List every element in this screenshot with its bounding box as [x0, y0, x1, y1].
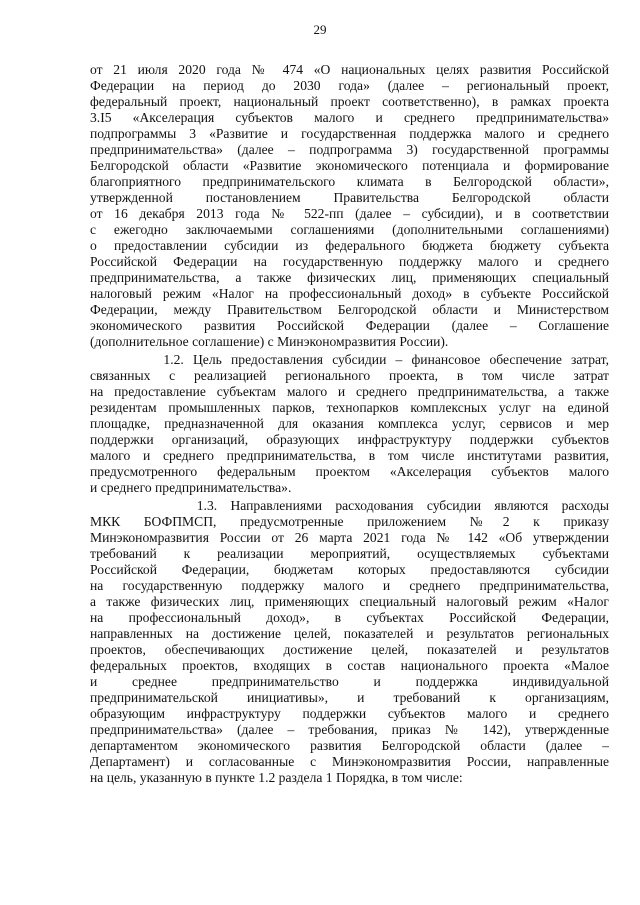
- text-line: предпринимательства, а также физических лиц, применяющих специальный: [90, 270, 609, 285]
- text-line: направленных на достижение целей, показателей и результатов региональных: [90, 626, 609, 641]
- text-line: поддержки организаций, образующих инфраструктуру поддержки субъектов: [90, 432, 609, 447]
- text-line: 1.2. Цель предоставления субсидии – финансовое обеспечение затрат,: [90, 352, 609, 367]
- text-line: предпринимательской инициативы», и требований к организациям,: [90, 690, 609, 705]
- text-line: на предоставление субъектам малого и среднего предпринимательства, а также: [90, 384, 609, 399]
- text-line: (дополнительное соглашение) с Минэкономразвития России).: [90, 334, 449, 349]
- text-line: Федерации на период до 2030 года» (далее – региональный проект,: [90, 78, 609, 93]
- text-line: с ежегодно заключаемыми соглашениями (дополнительными соглашениями): [90, 222, 609, 237]
- text-line: о предоставлении субсидии из федерального бюджета бюджету субъекта: [90, 238, 609, 253]
- text-line: Белгородской области «Развитие экономического потенциала и формирование: [90, 158, 609, 173]
- text-line: связанных с реализацией регионального проекта, в том числе затрат: [90, 368, 609, 383]
- text-line: федеральных проектов, входящих в состав национального проекта «Малое: [90, 658, 609, 673]
- text-line: предпринимательства» (далее – подпрограмма 3) государственной программы: [90, 142, 609, 157]
- text-line: и среднего предпринимательства».: [90, 480, 292, 495]
- text-line: Федерации, между Правительством Белгородской области и Министерством: [90, 302, 609, 317]
- text-line: площадке, предназначенной для оказания комплекса услуг, сервисов и мер: [90, 416, 609, 431]
- text-line: Департамент) и согласованные с Минэкономразвития России, направленные: [90, 754, 609, 769]
- text-line: департаментом экономического развития Белгородской области (далее –: [90, 738, 609, 753]
- text-line: на государственную поддержку малого и среднего предпринимательства,: [90, 578, 609, 593]
- text-line: предусмотренного федеральным проектом «Акселерация субъектов малого: [90, 464, 609, 479]
- text-line: а также физических лиц, применяющих специальный налоговый режим «Налог: [90, 594, 609, 609]
- text-line: МКК БОФПМСП, предусмотренные приложением №2 к приказу: [90, 514, 609, 529]
- text-line: от 21 июля 2020 года № 474 «О национальных целях развития Российской: [90, 62, 609, 77]
- text-line: требований к реализации мероприятий, осуществляемых субъектами: [90, 546, 609, 561]
- text-line: Российской Федерации, бюджетам которых предоставляются субсидии: [90, 562, 609, 577]
- text-line: налоговый режим «Налог на профессиональный доход» в субъекте Российской: [90, 286, 609, 301]
- text-line: Российской Федерации на государственную поддержку малого и среднего: [90, 254, 609, 269]
- body-text: [90, 62, 609, 788]
- text-line: 3.I5 «Акселерация субъектов малого и среднего предпринимательства»: [90, 110, 609, 125]
- page-number: 29: [313, 22, 327, 37]
- text-line: на цель, указанную в пункте 1.2 раздела 1 Порядка, в том числе:: [90, 770, 463, 785]
- text-line: проектов, обеспечивающих достижение целей, показателей и результатов: [90, 642, 609, 657]
- text-line: предпринимательства» (далее – требования, приказ № 142), утвержденные: [90, 722, 609, 737]
- text-line: экономического развития Российской Федерации (далее – Соглашение: [90, 318, 609, 333]
- text-line: на профессиональный доход», в субъектах Российской Федерации,: [90, 610, 609, 625]
- text-line: Минэкономразвития России от 26 марта 2021 года № 142 «Об утверждении: [90, 530, 609, 545]
- text-line: от 16 декабря 2013 года № 522-пп (далее – субсидии), и в соответствии: [90, 206, 609, 221]
- text-line: малого и среднего предпринимательства, в том числе институтами развития,: [90, 448, 609, 463]
- text-line: образующим инфраструктуру поддержки субъектов малого и среднего: [90, 706, 609, 721]
- text-line: подпрограммы 3 «Развитие и государственная поддержка малого и среднего: [90, 126, 609, 141]
- text-line: утвержденной постановлением Правительства Белгородской области: [90, 190, 609, 205]
- text-line: благоприятного предпринимательского климата в Белгородской области»,: [90, 174, 609, 189]
- text-line: и среднее предпринимательство и поддержка индивидуальной: [90, 674, 609, 689]
- text-line: 1.3. Направлениями расходования субсидии являются расходы: [90, 498, 609, 513]
- text-line: резидентам промышленных парков, технопарков комплексных услуг на единой: [90, 400, 609, 415]
- text-line: федеральный проект, национальный проект соответственно), в рамках проекта: [90, 94, 609, 109]
